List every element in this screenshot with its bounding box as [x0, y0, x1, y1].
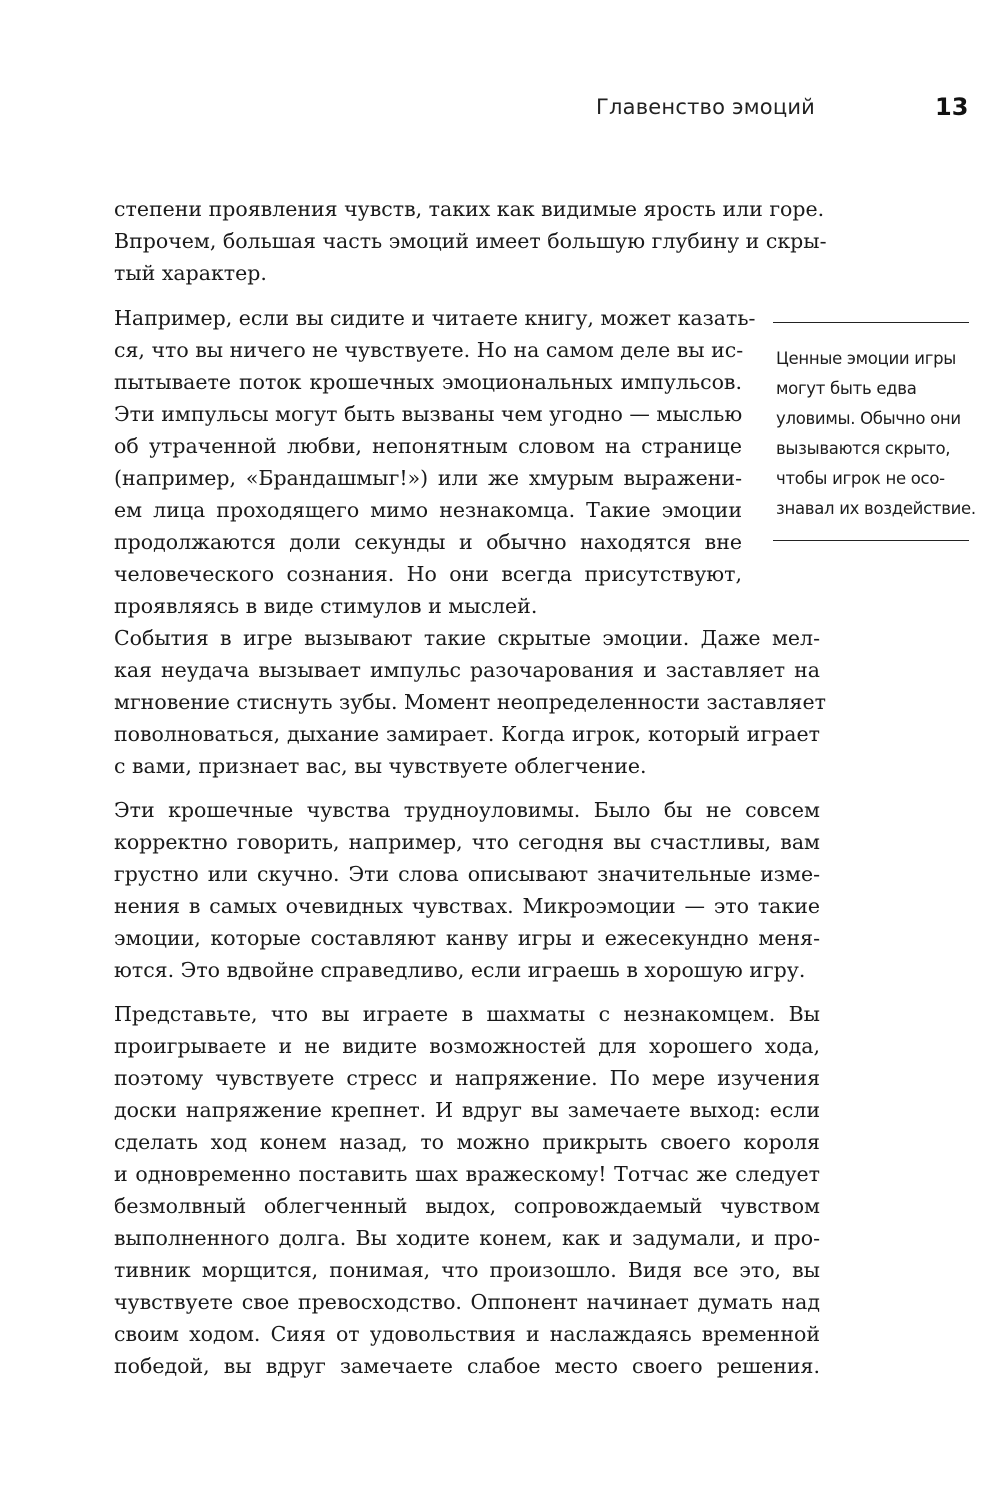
sidebar-note-line: Ценные эмоции игры — [776, 349, 956, 368]
body-text-line: проявляясь в виде стимулов и мыслей. — [114, 594, 538, 618]
body-text-line: выполненного долга. Вы ходите конем, как и задумали, и про- — [114, 1226, 820, 1250]
body-text-line: ются. Это вдвойне справедливо, если играешь в хорошую игру. — [114, 958, 806, 982]
body-text-line: об утраченной любви, непонятным словом на странице — [114, 434, 742, 458]
sidebar-bottom-rule — [773, 540, 969, 541]
body-text-line: Например, если вы сидите и читаете книгу, может казать- — [114, 306, 756, 330]
body-text-line: чувствуете свое превосходство. Оппонент начинает думать над — [114, 1290, 820, 1314]
body-text-line: поволноваться, дыхание замирает. Когда игрок, который играет — [114, 722, 820, 746]
body-text-line: человеческого сознания. Но они всегда присутствуют, — [114, 562, 742, 586]
body-text-line: безмолвный облегченный выдох, сопровождаемый чувством — [114, 1194, 820, 1218]
sidebar-note-line: вызываются скрыто, — [776, 439, 951, 458]
sidebar-note-line: чтобы игрок не осо- — [776, 469, 945, 488]
body-text-line: Представьте, что вы играете в шахматы с незнакомцем. Вы — [114, 1002, 820, 1026]
body-text-line: поэтому чувствуете стресс и напряжение. По мере изучения — [114, 1066, 820, 1090]
body-text-line: Впрочем, большая часть эмоций имеет большую глубину и скры- — [114, 229, 827, 253]
body-text-line: степени проявления чувств, таких как видимые ярость или горе. — [114, 197, 825, 221]
body-text-line: (например, «Брандашмыг!») или же хмурым выражени- — [114, 466, 742, 490]
sidebar-note-line: знавал их воздействие. — [776, 499, 976, 518]
body-text-line: корректно говорить, например, что сегодня вы счастливы, вам — [114, 830, 820, 854]
body-text-line: тивник морщится, понимая, что произошло. Видя все это, вы — [114, 1258, 820, 1282]
sidebar-note-line: уловимы. Обычно они — [776, 409, 961, 428]
sidebar-note-line: могут быть едва — [776, 379, 917, 398]
body-text-line: своим ходом. Сияя от удовольствия и наслаждаясь временной — [114, 1322, 820, 1346]
body-text-line: Эти крошечные чувства трудноуловимы. Было бы не совсем — [114, 798, 820, 822]
body-text-line: грустно или скучно. Эти слова описывают значительные изме- — [114, 862, 820, 886]
running-head: Главенство эмоций — [596, 95, 816, 119]
body-text-line: победой, вы вдруг замечаете слабое место своего решения. — [114, 1354, 820, 1378]
body-text-line: ем лица проходящего мимо незнакомца. Такие эмоции — [114, 498, 742, 522]
page-number: 13 — [935, 93, 969, 121]
body-text-line: События в игре вызывают такие скрытые эмоции. Даже мел- — [114, 626, 820, 650]
body-text-line: ся, что вы ничего не чувствуете. Но на самом деле вы ис- — [114, 338, 744, 362]
body-text-line: сделать ход конем назад, то можно прикрыть своего короля — [114, 1130, 820, 1154]
body-text-line: нения в самых очевидных чувствах. Микроэмоции — это такие — [114, 894, 820, 918]
body-text-line: тый характер. — [114, 261, 267, 285]
body-text-line: мгновение стиснуть зубы. Момент неопределенности заставляет — [114, 690, 826, 714]
body-text-line: с вами, признает вас, вы чувствуете облегчение. — [114, 754, 647, 778]
body-text-line: продолжаются доли секунды и обычно находятся вне — [114, 530, 742, 554]
body-text-line: кая неудача вызывает импульс разочарования и заставляет на — [114, 658, 820, 682]
body-text-line: эмоции, которые составляют канву игры и ежесекундно меня- — [114, 926, 820, 950]
body-text-line: Эти импульсы могут быть вызваны чем угодно — мыслью — [114, 402, 743, 426]
body-text-line: и одновременно поставить шах вражескому! Тотчас же следует — [114, 1162, 820, 1186]
body-text-line: доски напряжение крепнет. И вдруг вы замечаете выход: если — [114, 1098, 820, 1122]
body-text-line: проигрываете и не видите возможностей для хорошего хода, — [114, 1034, 820, 1058]
sidebar-top-rule — [773, 322, 969, 323]
body-text-line: пытываете поток крошечных эмоциональных импульсов. — [114, 370, 742, 394]
